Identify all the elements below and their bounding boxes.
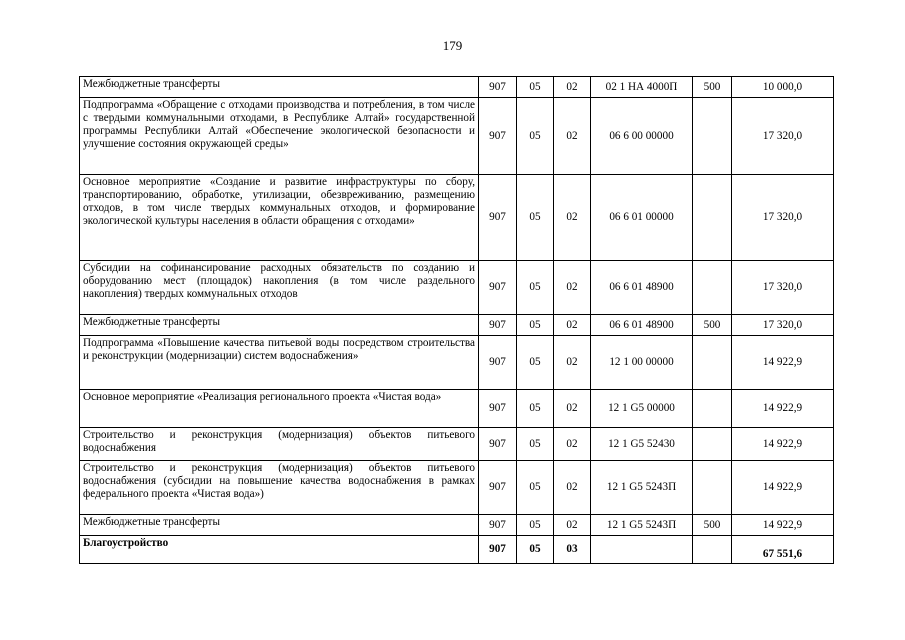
ved-code-cell: 907 — [479, 175, 517, 261]
ved-code-cell: 907 — [479, 315, 517, 336]
ved-code-cell: 907 — [479, 390, 517, 428]
section-code-cell: 05 — [517, 77, 554, 98]
expense-type-cell: 500 — [693, 515, 732, 536]
ved-code-cell: 907 — [479, 536, 517, 564]
amount-cell: 14 922,9 — [732, 515, 834, 536]
amount-cell: 17 320,0 — [732, 315, 834, 336]
row-name-cell: Строительство и реконструкция (модернизация) объектов питьевого водоснабжения (субсидии на повышение качества водоснабжения в рамках федерального проекта «Чистая вода») — [80, 461, 479, 515]
table-row — [80, 261, 834, 315]
subsection-code-cell: 02 — [554, 261, 591, 315]
ved-code-cell: 907 — [479, 461, 517, 515]
subsection-code-cell: 02 — [554, 428, 591, 461]
target-article-cell: 12 1 G5 5243П — [591, 515, 693, 536]
table-row — [80, 175, 834, 261]
target-article-cell: 06 6 00 00000 — [591, 98, 693, 175]
section-code-cell: 05 — [517, 315, 554, 336]
ved-code-cell: 907 — [479, 98, 517, 175]
amount-cell: 14 922,9 — [732, 336, 834, 390]
expense-type-cell — [693, 336, 732, 390]
subsection-code-cell: 02 — [554, 175, 591, 261]
table-row — [80, 515, 834, 536]
target-article-cell: 12 1 00 00000 — [591, 336, 693, 390]
target-article-cell — [591, 536, 693, 564]
row-name-cell: Межбюджетные трансферты — [80, 77, 479, 98]
row-name-cell: Строительство и реконструкция (модернизация) объектов питьевого водоснабжения — [80, 428, 479, 461]
subsection-code-cell: 02 — [554, 77, 591, 98]
target-article-cell: 12 1 G5 00000 — [591, 390, 693, 428]
ved-code-cell: 907 — [479, 515, 517, 536]
subsection-code-cell: 02 — [554, 461, 591, 515]
amount-cell: 17 320,0 — [732, 261, 834, 315]
budget-table — [79, 76, 834, 564]
table-row — [80, 77, 834, 98]
subsection-code-cell: 02 — [554, 515, 591, 536]
target-article-cell: 06 6 01 48900 — [591, 261, 693, 315]
expense-type-cell — [693, 428, 732, 461]
section-code-cell: 05 — [517, 390, 554, 428]
row-name-cell: Подпрограмма «Повышение качества питьевой воды посредством строительства и реконструкции (модернизации) систем водоснабжения» — [80, 336, 479, 390]
table-row — [80, 536, 834, 564]
target-article-cell: 06 6 01 00000 — [591, 175, 693, 261]
page-number: 179 — [442, 38, 463, 53]
ved-code-cell: 907 — [479, 77, 517, 98]
table-row — [80, 98, 834, 175]
target-article-cell: 12 1 G5 5243П — [591, 461, 693, 515]
amount-cell: 17 320,0 — [732, 98, 834, 175]
table-row — [80, 428, 834, 461]
ved-code-cell: 907 — [479, 428, 517, 461]
table-row — [80, 315, 834, 336]
table-row — [80, 336, 834, 390]
table-row — [80, 461, 834, 515]
row-name-cell: Подпрограмма «Обращение с отходами производства и потребления, в том числе с твердыми коммунальными отходами, в Республике Алтай» государственной программы Республики Алтай «Обеспечение экологической безопасности и улучшение состояния окружающей среды» — [80, 98, 479, 175]
target-article-cell: 12 1 G5 52430 — [591, 428, 693, 461]
section-code-cell: 05 — [517, 536, 554, 564]
amount-cell: 67 551,6 — [732, 536, 834, 564]
section-code-cell: 05 — [517, 428, 554, 461]
ved-code-cell: 907 — [479, 336, 517, 390]
section-code-cell: 05 — [517, 336, 554, 390]
expense-type-cell — [693, 175, 732, 261]
amount-cell: 14 922,9 — [732, 461, 834, 515]
ved-code-cell: 907 — [479, 261, 517, 315]
section-code-cell: 05 — [517, 515, 554, 536]
row-name-cell: Основное мероприятие «Реализация регионального проекта «Чистая вода» — [80, 390, 479, 428]
subsection-code-cell: 02 — [554, 315, 591, 336]
expense-type-cell — [693, 261, 732, 315]
expense-type-cell: 500 — [693, 77, 732, 98]
subsection-code-cell: 03 — [554, 536, 591, 564]
target-article-cell: 02 1 НА 4000П — [591, 77, 693, 98]
target-article-cell: 06 6 01 48900 — [591, 315, 693, 336]
section-code-cell: 05 — [517, 98, 554, 175]
section-code-cell: 05 — [517, 175, 554, 261]
subsection-code-cell: 02 — [554, 390, 591, 428]
row-name-cell: Межбюджетные трансферты — [80, 315, 479, 336]
subsection-code-cell: 02 — [554, 336, 591, 390]
expense-type-cell — [693, 536, 732, 564]
amount-cell: 17 320,0 — [732, 175, 834, 261]
amount-cell: 10 000,0 — [732, 77, 834, 98]
expense-type-cell — [693, 461, 732, 515]
expense-type-cell: 500 — [693, 315, 732, 336]
row-name-cell: Межбюджетные трансферты — [80, 515, 479, 536]
row-name-cell: Субсидии на софинансирование расходных обязательств по созданию и оборудованию мест (площадок) накопления (в том числе раздельного накопления) твердых коммунальных отходов — [80, 261, 479, 315]
subsection-code-cell: 02 — [554, 98, 591, 175]
amount-cell: 14 922,9 — [732, 390, 834, 428]
row-name-cell: Основное мероприятие «Создание и развитие инфраструктуры по сбору, транспортированию, обработке, утилизации, обезвреживанию, размещению отходов, в том числе твердых коммунальных отходов, и формирование экологической культуры населения в области обращения с отходами» — [80, 175, 479, 261]
expense-type-cell — [693, 98, 732, 175]
section-code-cell: 05 — [517, 461, 554, 515]
section-code-cell: 05 — [517, 261, 554, 315]
row-name-cell: Благоустройство — [80, 536, 479, 564]
amount-cell: 14 922,9 — [732, 428, 834, 461]
table-row — [80, 390, 834, 428]
expense-type-cell — [693, 390, 732, 428]
